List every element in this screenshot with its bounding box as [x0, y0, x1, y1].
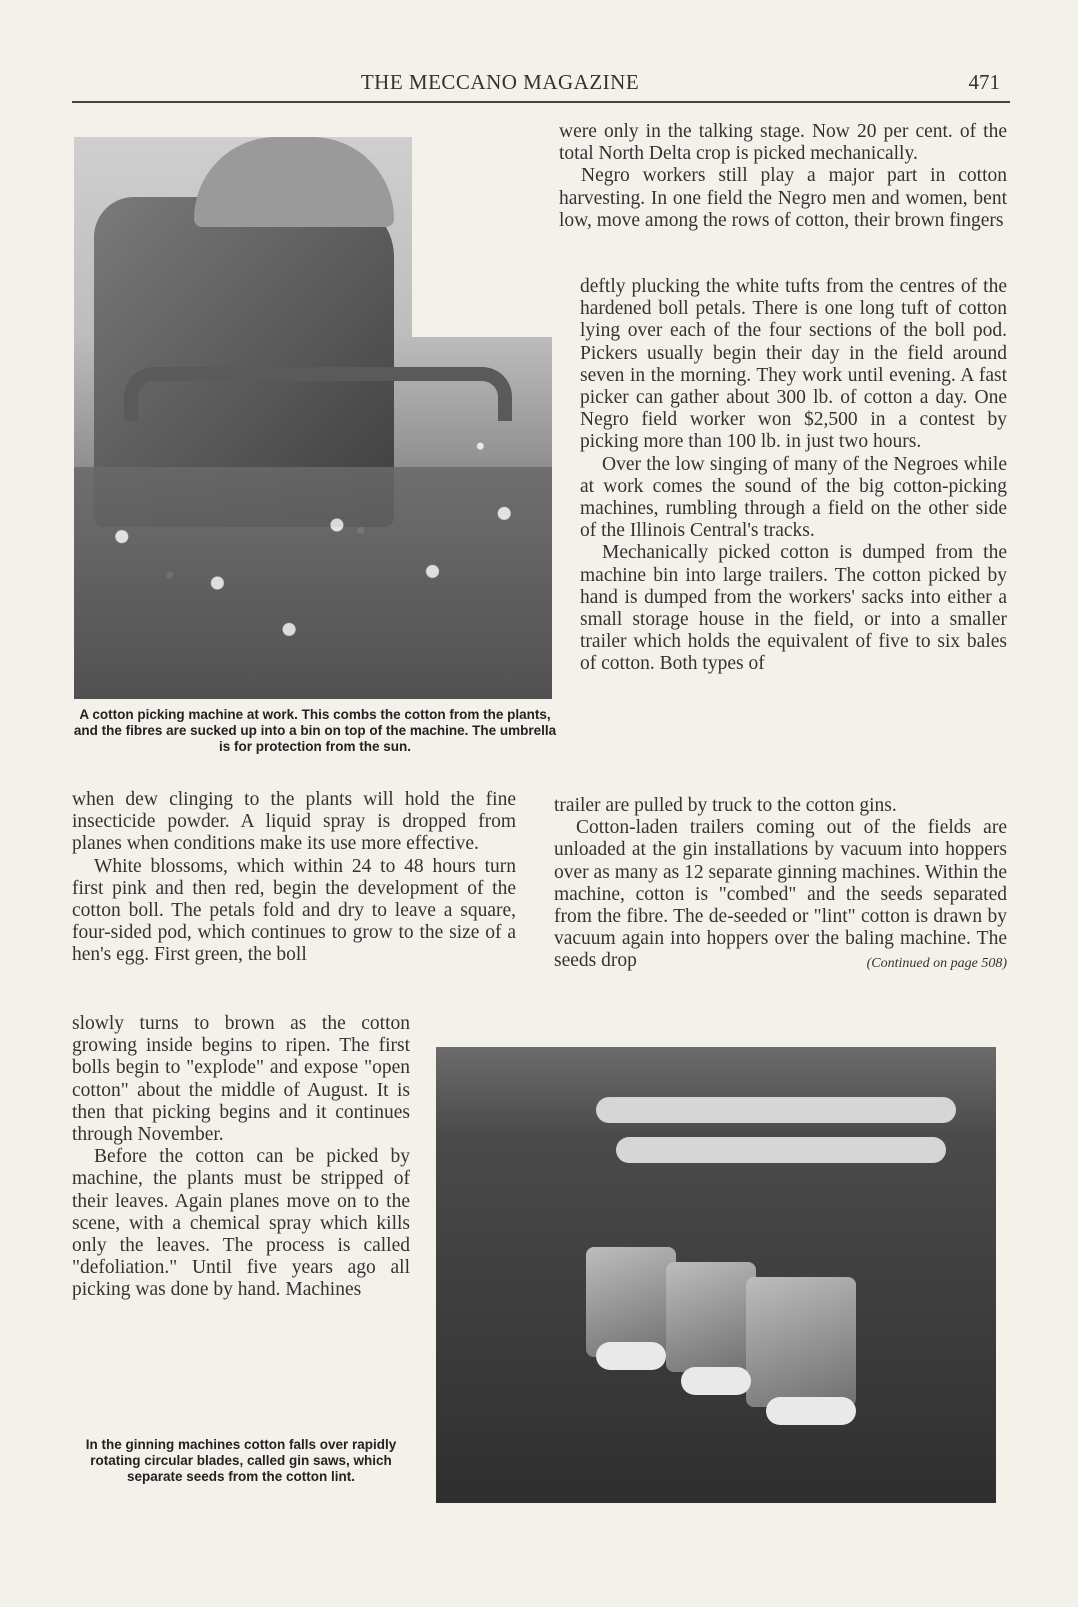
gin-machine-shape [666, 1262, 756, 1372]
right-column-narrow [580, 276, 1007, 676]
cotton-lint-shape [596, 1342, 666, 1370]
header-rule [72, 101, 1010, 103]
paragraph: slowly turns to brown as the cotton growing inside begins to ripen. The first bolls begin to "explode" and expose "open cotton" about the middle of August. It is then that picking begins and it continues through November. [72, 1013, 410, 1146]
paragraph: White blossoms, which within 24 to 48 hours turn first pink and then red, begin the development of the cotton boll. The petals fold and dry to leave a square, four-sided pod, which continues to grow to the size of a hen's egg. First green, the boll [72, 855, 516, 966]
umbrella-shape [194, 137, 394, 227]
cotton-lint-shape [681, 1367, 751, 1395]
left-column-narrow [72, 1013, 410, 1302]
cotton-field-shape [74, 467, 552, 699]
paragraph: were only in the talking stage. Now 20 per cent. of the total North Delta crop is picked mechanically. [559, 121, 1007, 165]
bottom-photo-caption: In the ginning machines cotton falls over rapidly rotating circular blades, called gin saws, which separate seeds from the cotton lint. [85, 1437, 397, 1484]
paragraph-text: Cotton-laden trailers coming out of the fields are unloaded at the gin installations by vacuum into hoppers over as many as 12 separate ginning machines. Within the machine, cotton is "combed" and the seeds separated from the fibre. The de-seeded or "lint" cotton is drawn by vacuum again into hoppers over the baling machine. The seeds drop [554, 817, 1007, 972]
continued-note: (Continued on page 508) [866, 956, 1007, 972]
gin-machine-shape [746, 1277, 856, 1407]
top-photo-caption: A cotton picking machine at work. This combs the cotton from the plants, and the fibres are sucked up into a bin on top of the machine. The umbrella is for protection from the sun. [73, 707, 557, 754]
ginning-machines-photo [436, 1047, 996, 1503]
paragraph: Mechanically picked cotton is dumped from the machine bin into large trailers. The cotton picked by hand is dumped from the workers' sacks into either a small storage house in the field, or into a smaller trailer which holds the equivalent of five to six bales of cotton. Both types of [580, 542, 1007, 675]
magazine-title: THE MECCANO MAGAZINE [360, 70, 640, 94]
cotton-lint-shape [766, 1397, 856, 1425]
paragraph: Negro workers still play a major part in cotton harvesting. In one field the Negro men and women, bent low, move among the rows of cotton, their brown fingers [559, 165, 1007, 231]
right-column-upper [559, 121, 1007, 232]
paragraph-with-continuation [554, 817, 1007, 972]
left-column-middle [72, 789, 516, 967]
paragraph: when dew clinging to the plants will hold the fine insecticide powder. A liquid spray is dropped from planes when conditions make its use more effective. [72, 789, 516, 855]
photo-cutout [412, 137, 552, 337]
vacuum-pipe-shape [616, 1137, 946, 1163]
page-number: 471 [968, 70, 1000, 94]
paragraph: Before the cotton can be picked by machine, the plants must be stripped of their leaves. Again planes move on to the scene, with a chemical spray which kills only the leaves. The process is called "defoliation." Until five years ago all picking was done by hand. Machines [72, 1146, 410, 1301]
suction-pipe-shape [124, 367, 512, 421]
cotton-picking-machine-photo [74, 137, 552, 699]
right-column-lower [554, 795, 1007, 976]
paragraph: Over the low singing of many of the Negroes while at work comes the sound of the big cotton-picking machines, rumbling through a field on the other side of the Illinois Central's tracks. [580, 453, 1007, 542]
paragraph: trailer are pulled by truck to the cotton gins. [554, 795, 897, 816]
gin-machine-shape [586, 1247, 676, 1357]
vacuum-pipe-shape [596, 1097, 956, 1123]
paragraph: deftly plucking the white tufts from the centres of the hardened boll petals. There is one long tuft of cotton lying over each of the four sections of the boll pod. Pickers usually begin their day in the field around seven in the morning. They work until evening. A fast picker can gather about 300 lb. of cotton a day. One Negro field worker won $2,500 in a contest by picking more than 100 lb. in just two hours. [580, 276, 1007, 453]
